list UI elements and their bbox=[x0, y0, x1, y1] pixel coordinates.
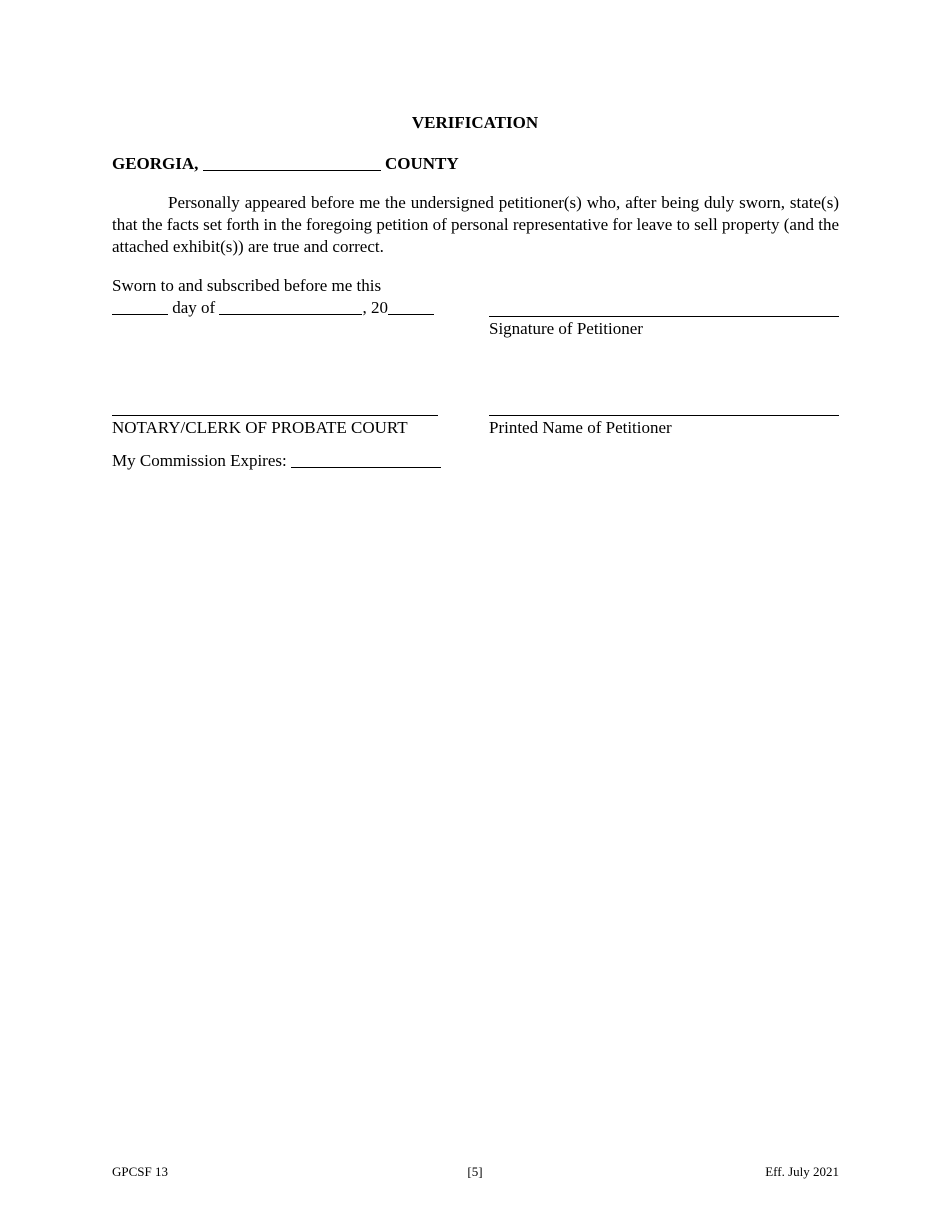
notary-signature-line bbox=[112, 415, 438, 416]
month-blank bbox=[219, 299, 362, 315]
year-blank bbox=[388, 299, 434, 315]
county-line bbox=[112, 153, 459, 174]
footer-effective-date: Eff. July 2021 bbox=[765, 1164, 839, 1179]
footer-page-number: [5] bbox=[467, 1164, 483, 1179]
verification-paragraph: Personally appeared before me the undersigned petitioner(s) who, after being duly sworn, state(s) that the facts set forth in the foregoing petition of personal representative for leave to sell property (and the attached exhibit(s)) are true and correct. bbox=[112, 193, 839, 256]
sworn-line: Sworn to and subscribed before me this bbox=[112, 276, 382, 295]
date-line bbox=[112, 297, 434, 318]
signature-label: Signature of Petitioner bbox=[489, 319, 643, 338]
day-of-label: day of bbox=[172, 298, 216, 317]
footer-form-id: GPCSF 13 bbox=[112, 1164, 168, 1179]
commission-blank bbox=[291, 452, 441, 468]
year-prefix: , 20 bbox=[362, 298, 388, 317]
printed-name-label: Printed Name of Petitioner bbox=[489, 418, 672, 437]
document-title: VERIFICATION bbox=[411, 113, 539, 132]
day-blank bbox=[112, 299, 168, 315]
notary-label: NOTARY/CLERK OF PROBATE COURT bbox=[112, 418, 408, 437]
state-label: GEORGIA, bbox=[112, 154, 199, 173]
signature-line bbox=[489, 316, 839, 317]
county-label: COUNTY bbox=[384, 154, 459, 173]
commission-line bbox=[112, 450, 441, 471]
county-blank bbox=[203, 155, 381, 171]
printed-name-line bbox=[489, 415, 839, 416]
commission-label: My Commission Expires: bbox=[112, 451, 287, 470]
